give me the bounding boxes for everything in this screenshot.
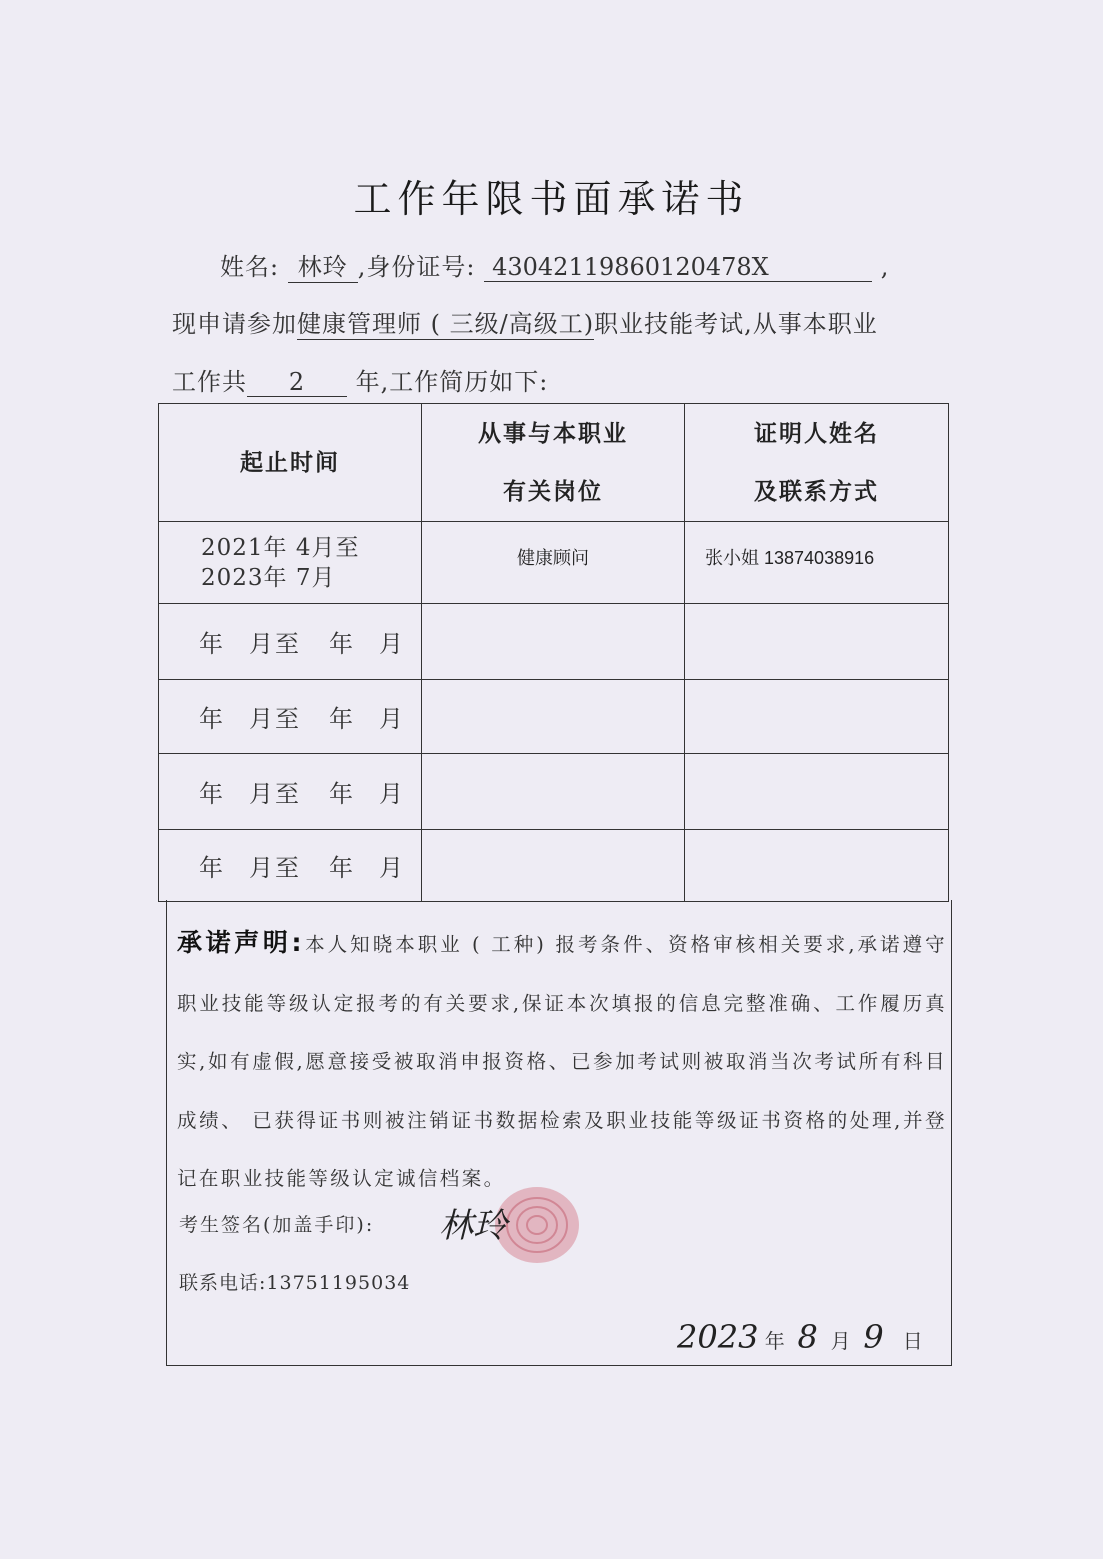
years-prefix: 工作共 <box>172 368 247 396</box>
occupation: 健康管理师 ( 三级/高级工) <box>297 304 594 340</box>
date-day: 9 <box>863 1318 884 1356</box>
blank-period: 年 月至 年 月 <box>159 754 422 830</box>
date-year: 2023 <box>677 1318 759 1356</box>
table-row <box>159 830 949 902</box>
year-label: 年 <box>764 1329 785 1353</box>
blank-period: 年 月至 年 月 <box>159 830 422 902</box>
id-number: 43042119860120478X <box>484 253 872 282</box>
table-row <box>159 754 949 830</box>
pledge-text <box>177 914 947 1209</box>
signature-handwriting: 林玲 <box>439 1206 507 1246</box>
row1-period: 2021年 4月至 2023年 7月 <box>159 522 422 604</box>
header-period: 起止时间 <box>159 404 422 522</box>
apply-prefix: 现申请参加 <box>172 310 297 338</box>
table-header-row <box>159 404 949 522</box>
blank-period: 年 月至 年 月 <box>159 604 422 680</box>
signature-label: 考生签名(加盖手印): <box>179 1214 375 1236</box>
blank-period: 年 月至 年 月 <box>159 680 422 754</box>
work-history-table <box>158 403 949 902</box>
page-title: 工作年限书面承诺书 <box>353 177 750 221</box>
row1-reference: 张小姐 13874038916 <box>685 522 949 604</box>
month-label: 月 <box>830 1329 851 1353</box>
date-month: 8 <box>797 1318 818 1356</box>
id-label: ,身份证号: <box>357 253 476 281</box>
day-label: 日 <box>902 1329 923 1353</box>
apply-line <box>172 304 878 340</box>
phone-value: 13751195034 <box>266 1272 411 1294</box>
table-row <box>159 604 949 680</box>
years-line <box>172 362 548 397</box>
header-reference: 证明人姓名 及联系方式 <box>685 404 949 522</box>
table-row <box>159 680 949 754</box>
pledge-body: 本人知晓本职业 ( 工种) 报考条件、资格审核相关要求,承诺遵守职业技能等级认定报考的有关要求,保证本次填报的信息完整准确、工作履历真实,如有虚假,愿意接受被取消申报资格、已参加考试则被取消当次考试所有科目成绩、 已获得证书则被注销证书数据检索及职业技能等级证书资格的处理,并登记在职业技能等级认定诚信档案。 <box>177 933 948 1190</box>
table-row <box>159 522 949 604</box>
header-position: 从事与本职业 有关岗位 <box>422 404 685 522</box>
pledge-heading: 承诺声明: <box>177 928 305 957</box>
years-value: 2 <box>247 368 347 397</box>
pledge-section <box>166 900 952 1366</box>
row1-position: 健康顾问 <box>422 522 685 604</box>
phone-label: 联系电话: <box>179 1272 267 1294</box>
name-line <box>220 247 889 283</box>
apply-suffix: 职业技能考试,从事本职业 <box>594 310 878 338</box>
phone-line <box>179 1268 410 1295</box>
sign-date <box>677 1318 923 1356</box>
years-suffix: 年,工作简历如下: <box>355 368 549 396</box>
comma: , <box>880 253 890 281</box>
name-value: 林玲 <box>288 247 358 283</box>
name-label: 姓名: <box>220 253 280 281</box>
